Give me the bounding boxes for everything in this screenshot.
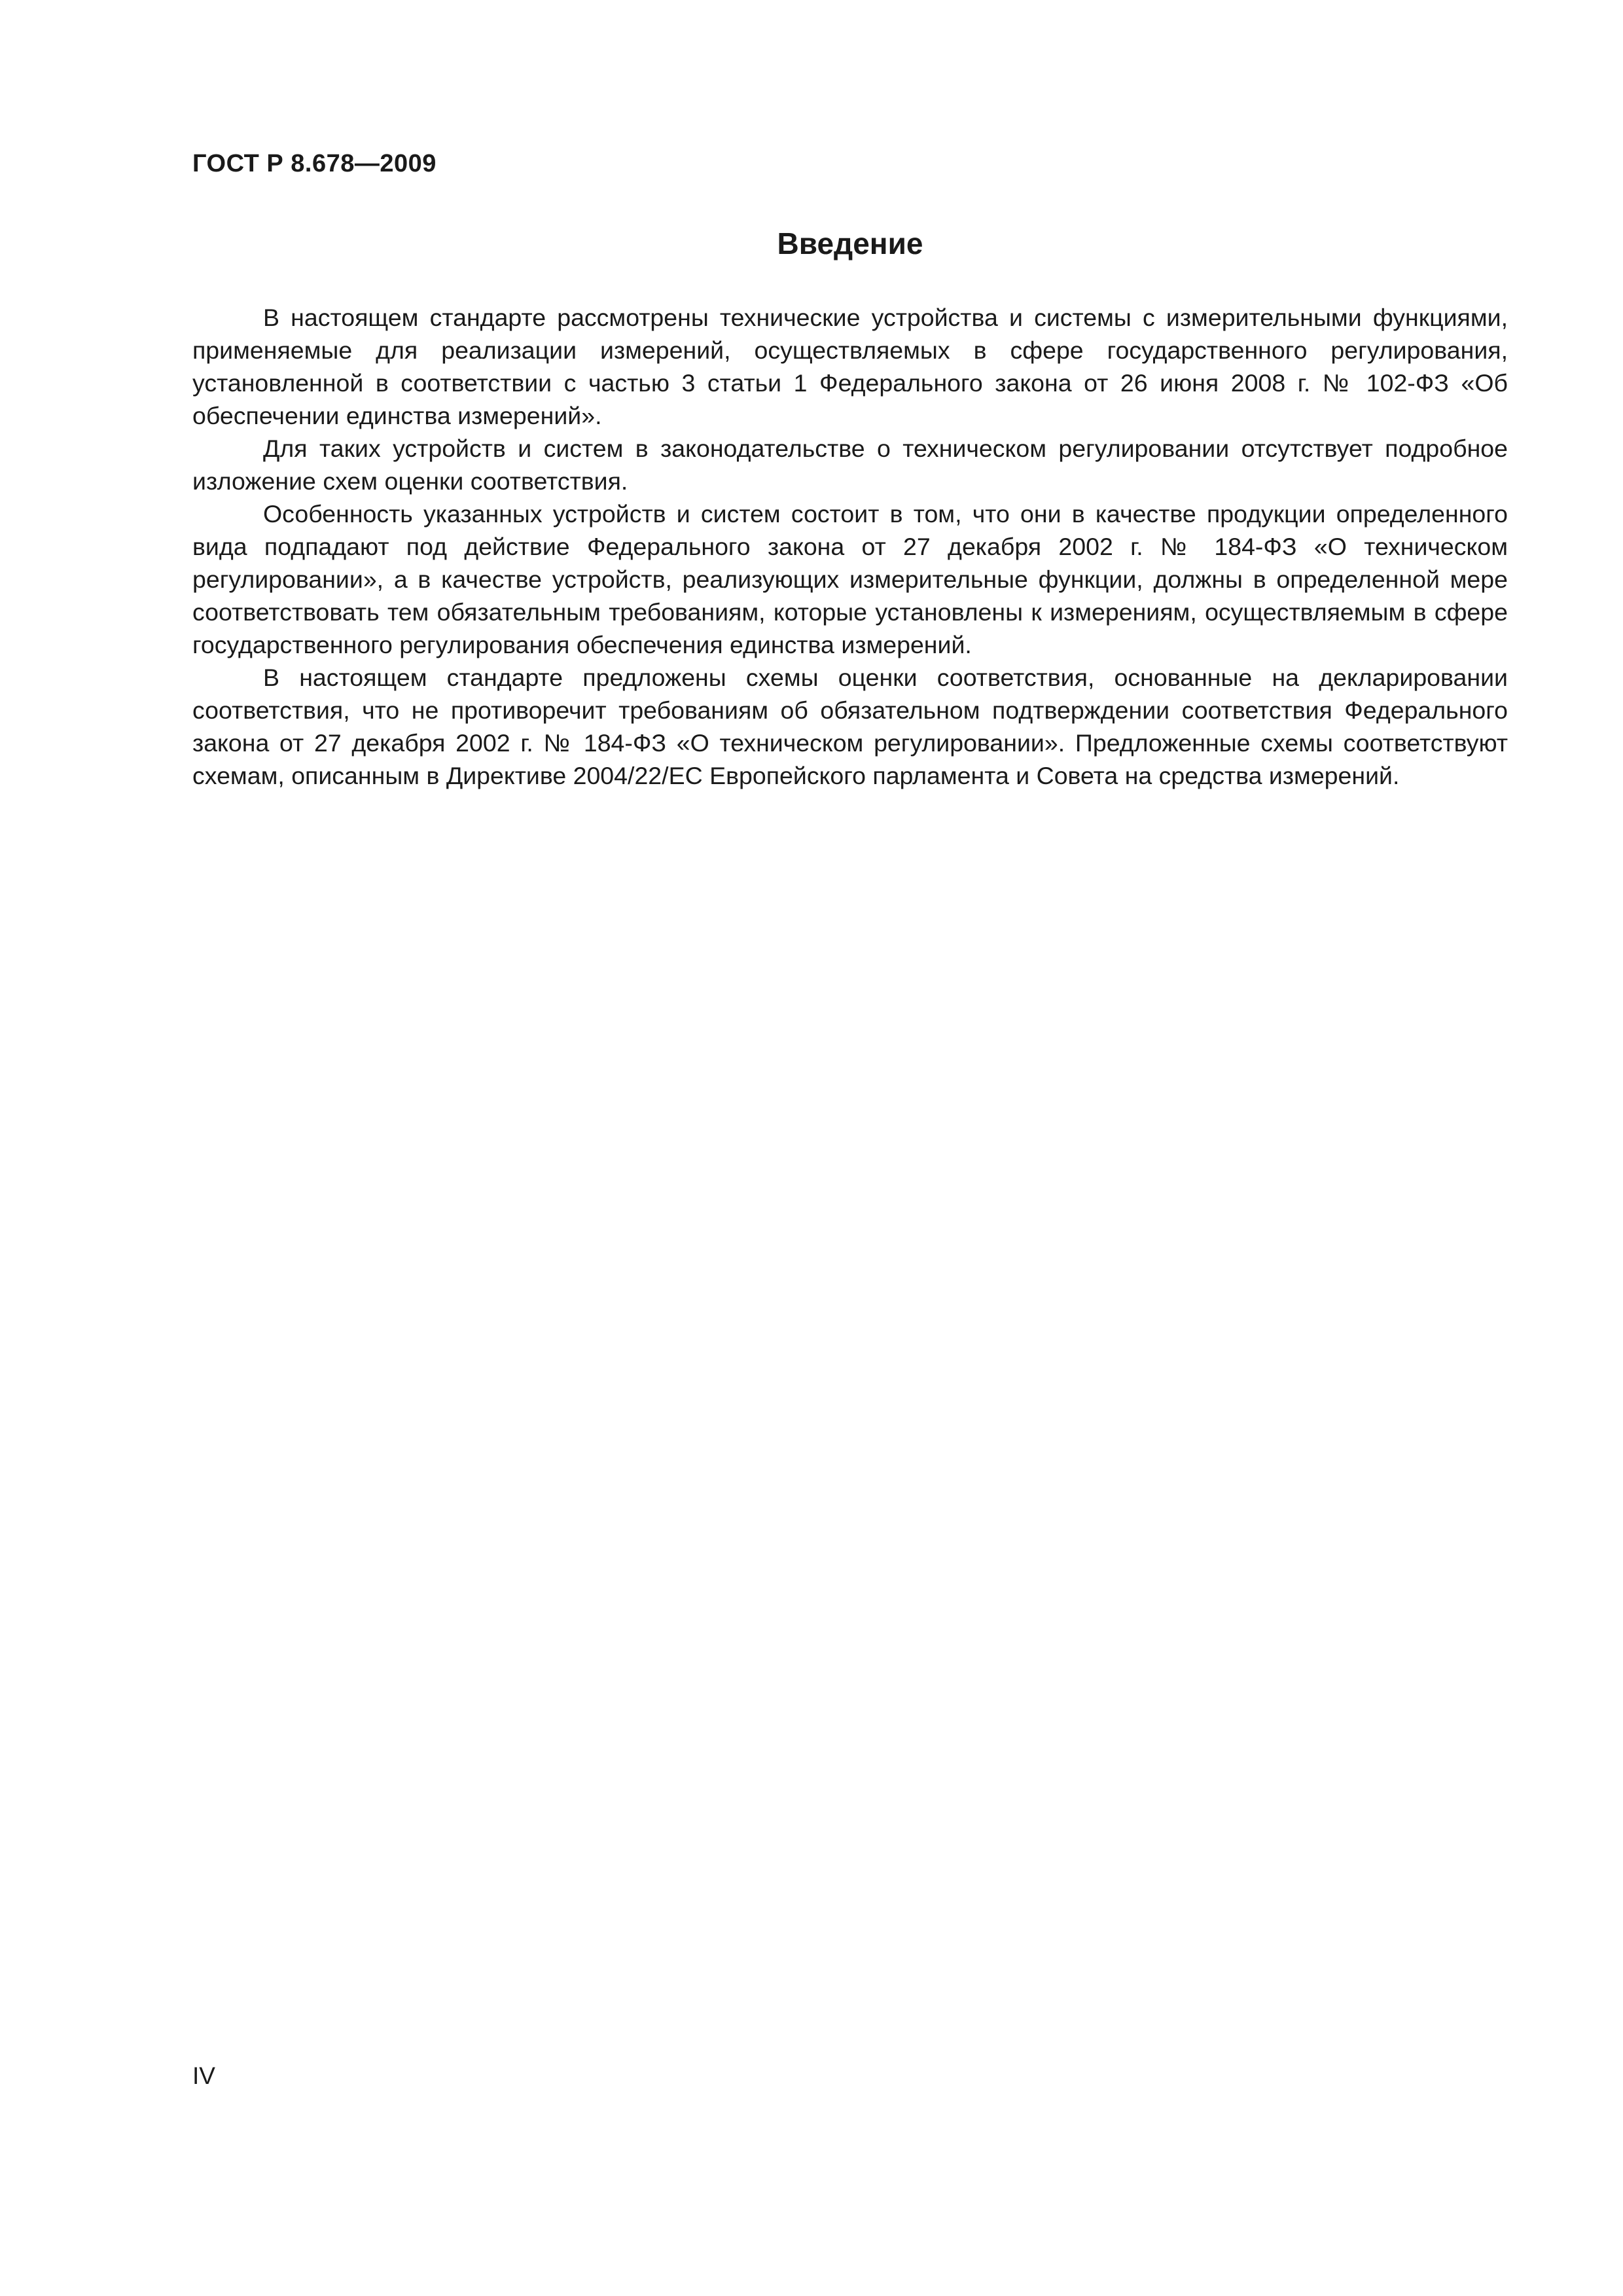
section-title: Введение [777,226,923,260]
paragraph: Особенность указанных устройств и систем состоит в том, что они в качестве продукции определенного вида подпадают под действие Федерального закона от 27 декабря 2002 г. № 184-ФЗ «О техническом регулировании», а в качестве устройств, реализующих измерительные функции, должны в определенной мере соответствовать тем обязательным требованиям, которые установлены к измерениям, осуществляемым в сфере государственного регулирования обеспечения единства измерений. [192,500,1508,658]
paragraph: В настоящем стандарте предложены схемы оценки соответствия, основанные на декларировании соответствия, что не противоречит требованиям об обязательном подтверждении соответствия Федерального закона от 27 декабря 2002 г. № 184-ФЗ «О техническом регулировании». Предложенные схемы соответствуют схемам, описанным в Директиве 2004/22/EC Европейского парламента и Совета на средства измерений. [192,664,1508,789]
page-number: IV [192,2062,215,2089]
document-code: ГОСТ Р 8.678—2009 [192,150,437,177]
paragraph: Для таких устройств и систем в законодательстве о техническом регулировании отсутствует подробное изложение схем оценки соответствия. [192,435,1508,495]
paragraph: В настоящем стандарте рассмотрены технические устройства и системы с измерительными функциями, применяемые для реализации измерений, осуществляемых в сфере государственного регулирования, установленной в соответствии с частью 3 статьи 1 Федерального закона от 26 июня 2008 г. № 102-ФЗ «Об обеспечении единства измерений». [192,304,1508,429]
body-text [192,301,1508,792]
